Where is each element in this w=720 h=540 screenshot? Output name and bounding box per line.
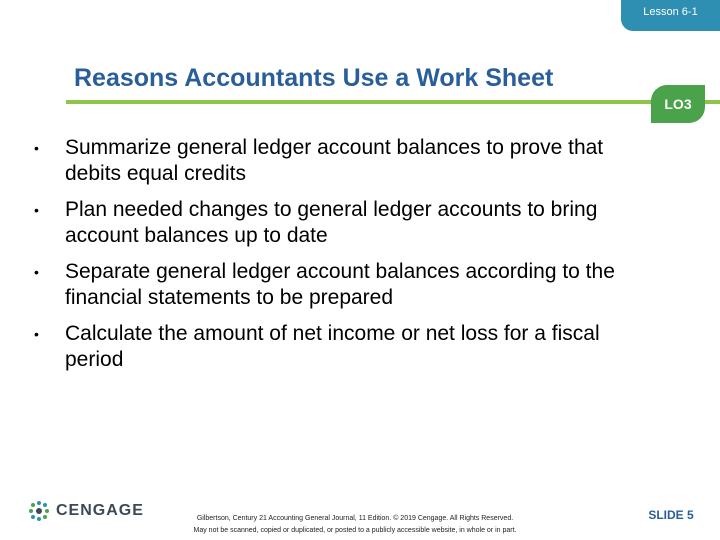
title-underline	[66, 100, 720, 104]
bullet-text: Plan needed changes to general ledger accounts to bring account balances up to date	[65, 198, 598, 247]
bullet-text: Calculate the amount of net income or net loss for a fiscal period	[65, 322, 600, 371]
bullet-item	[34, 135, 644, 187]
cengage-logo-icon	[28, 500, 50, 522]
citation-line: Gilbertson, Century 21 Accounting General Journal, 11 Edition. © 2019 Cengage. All Rights Reserved.	[196, 515, 514, 522]
bullet-dot-icon: •	[34, 202, 39, 218]
bullet-dot-icon: •	[34, 264, 39, 280]
bullet-text: Summarize general ledger account balances to prove that debits equal credits	[65, 136, 604, 185]
bullet-item	[34, 259, 644, 311]
lo-badge: LO3	[651, 85, 705, 123]
slide-number: SLIDE 5	[648, 508, 694, 522]
bullet-dot-icon: •	[34, 326, 39, 342]
slide-title: Reasons Accountants Use a Work Sheet	[74, 64, 554, 92]
bullet-item	[34, 321, 644, 373]
cengage-logo	[28, 500, 144, 522]
bullet-list	[34, 135, 644, 383]
bullet-item	[34, 197, 644, 249]
bullet-text: Separate general ledger account balances according to the financial statements to be prepared	[65, 260, 615, 309]
logo-text: CENGAGE	[56, 502, 144, 519]
citation-line: May not be scanned, copied or duplicated, or posted to a publicly accessible website, in whole or in part.	[193, 527, 517, 534]
lesson-tab: Lesson 6-1	[621, 0, 720, 31]
bullet-dot-icon: •	[34, 140, 39, 156]
footer-citation	[130, 513, 580, 537]
